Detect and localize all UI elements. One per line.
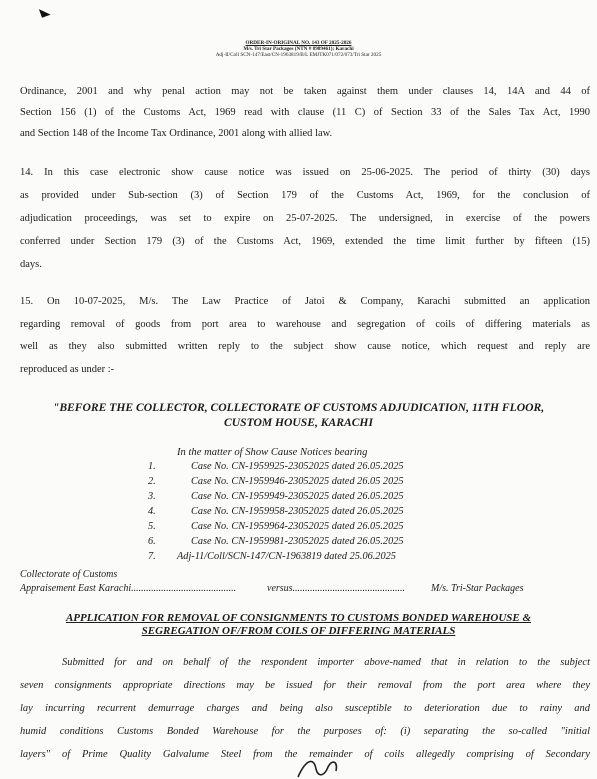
para15-line: 15. On 10-07-2025, M/s. The Law Practice of Jatoi & Company, Karachi submitted an application	[20, 296, 590, 307]
case-text: Case No. CN-1959925-23052025 dated 26.05.2025	[191, 461, 404, 472]
para14-line: 14. In this case electronic show cause notice was issued on 25-06-2025. The period of thirty (30) days	[20, 167, 590, 178]
complainant-line: Collectorate of Customs	[20, 569, 118, 580]
order-number-heading: ORDER-IN-ORIGINAL NO. 143 OF 2025-2026	[245, 40, 352, 46]
para13-line: Section 156 (1) of the Customs Act, 1969 read with clause (11 C) of Section 33 of the Sales Tax Act, 1990	[20, 107, 590, 118]
application-line: Submitted for and on behalf of the respondent importer above-named that in relation to the subject	[62, 657, 590, 668]
case-number: 2.	[148, 476, 156, 487]
application-title-line: APPLICATION FOR REMOVAL OF CONSIGNMENTS TO CUSTOMS BONDED WAREHOUSE &	[65, 612, 532, 624]
application-line: seven consignments appropriate directions may be issued for their removal from the port area where they	[20, 680, 590, 691]
application-title-line: SEGREGATION OF/FROM COILS OF DIFFERING MATERIALS	[141, 625, 456, 637]
complainant-office: Appraisement East Karachi..........................................	[20, 583, 237, 594]
case-text: Case No. CN-1959958-23052025 dated 26.05.2025	[191, 506, 404, 517]
reference-heading: Adj-II/Coll SCN-147/East/CN-1963819/B/L EMJTK071/072/073/Tri Star 2025	[215, 52, 382, 58]
ink-mark: ◣	[37, 2, 52, 20]
case-text: Adj-11/Coll/SCN-147/CN-1963819 dated 25.06.2025	[177, 551, 396, 562]
para13-line: Ordinance, 2001 and why penal action may not be taken against them under clauses 14, 14A and 44 of	[20, 86, 590, 97]
case-text: Case No. CN-1959981-23052025 dated 26.05.2025	[191, 536, 404, 547]
matter-heading: In the matter of Show Cause Notices bearing	[177, 447, 368, 458]
case-text: Case No. CN-1959964-23052025 dated 26.05.2025	[191, 521, 404, 532]
application-line: layers" of Prime Quality Galvalume Steel from the remainder of coils allegedly comprising of Secondary	[20, 749, 590, 760]
signature-scribble	[292, 755, 352, 779]
case-text: Case No. CN-1959949-23052025 dated 26.05.2025	[191, 491, 404, 502]
para15-line: well as they also submitted written reply to the subject show cause notice, which request and reply are	[20, 341, 590, 352]
para14-line: as provided under Sub-section (3) of Section 179 of the Customs Act, 1969, for the conclusion of	[20, 190, 590, 201]
case-number: 3.	[148, 491, 156, 502]
application-line: humid conditions Customs Bonded Warehouse for the purposes of: (i) separating the so-called "initial	[20, 726, 590, 737]
para14-line: conferred under Section 179 (3) of the Customs Act, 1969, extended the time limit further by fifteen (15)	[20, 236, 590, 247]
para15-line: regarding removal of goods from port area to warehouse and segregation of coils of differing materials as	[20, 319, 590, 330]
respondent-name: M/s. Tri-Star Packages	[431, 583, 524, 594]
caption-line: CUSTOM HOUSE, KARACHI	[224, 416, 373, 429]
case-number: 4.	[148, 506, 156, 517]
para15-line: reproduced as under :-	[20, 364, 115, 375]
party-heading: M/s. Tri Star Packages (NTN # 8989461); Karachi	[243, 46, 354, 52]
application-line: lay incurring recurrent demurrage charges and being also susceptible to deterioration due to rainy and	[20, 703, 590, 714]
para13-line: and Section 148 of the Income Tax Ordinance, 2001 along with allied law.	[20, 128, 333, 139]
case-number: 5.	[148, 521, 156, 532]
case-text: Case No. CN-1959946-23052025 dated 26.05 2025	[191, 476, 404, 487]
case-number: 6.	[148, 536, 156, 547]
versus-text: versus.............................................	[267, 583, 406, 594]
para14-line: adjudication proceedings, was set to expire on 25-07-2025. The undersigned, in exercise of the powers	[20, 213, 590, 224]
para14-line: days.	[20, 259, 42, 270]
case-number: 1.	[148, 461, 156, 472]
case-number: 7.	[148, 551, 156, 562]
caption-line: "BEFORE THE COLLECTOR, COLLECTORATE OF CUSTOMS ADJUDICATION, 11TH FLOOR,	[52, 401, 545, 414]
